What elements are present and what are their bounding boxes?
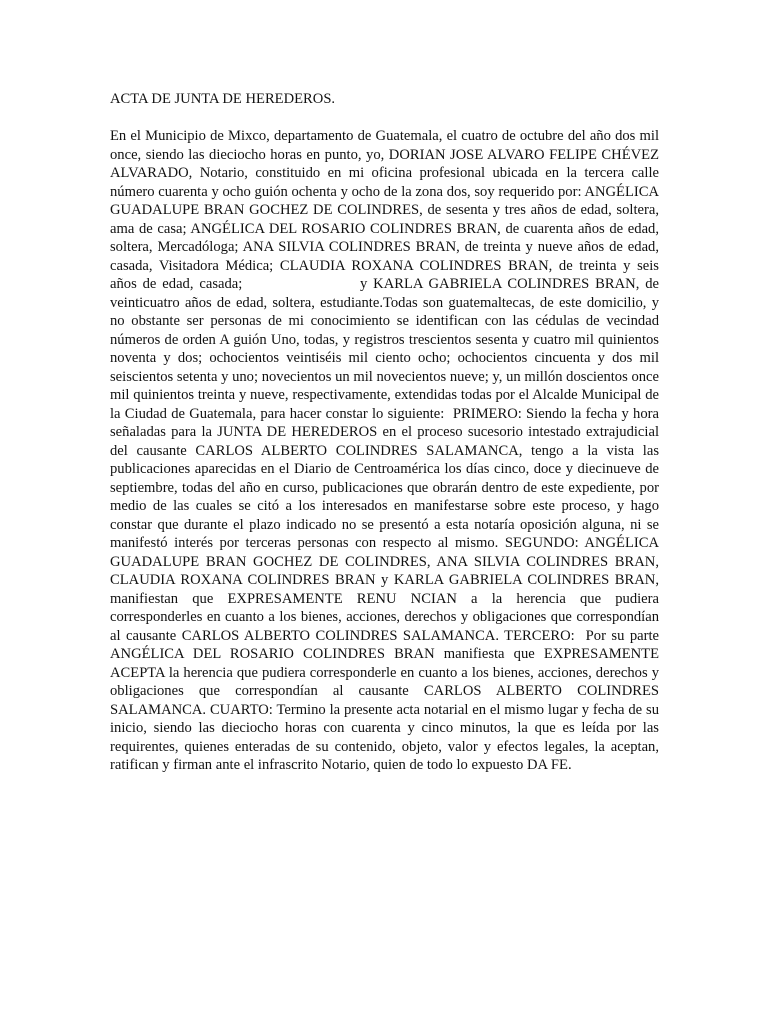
document-content	[110, 90, 663, 775]
document-body: En el Municipio de Mixco, departamento de Guatemala, el cuatro de octubre del año dos mil once, siendo las dieciocho horas en punto, yo, DORIAN JOSE ALVARO FELIPE CHÉVEZ ALVARADO, Notario, constituido en mi oficina profesional ubicada en la tercera calle número cuarenta y ocho guión ochenta y ocho de la zona dos, soy requerido por: ANGÉLICA GUADALUPE BRAN GOCHEZ DE COLINDRES, de sesenta y tres años de edad, soltera, ama de casa; ANGÉLICA DEL ROSARIO COLINDRES BRAN, de cuarenta años de edad, soltera, Mercadóloga; ANA SILVIA COLINDRES BRAN, de treinta y nueve años de edad, casada, Visitadora Médica; CLAUDIA ROXANA COLINDRES BRAN, de treinta y seis años de edad, casada; y KARLA GABRIELA COLINDRES BRAN, de veinticuatro años de edad, soltera, estudiante.Todas son guatemaltecas, de este domicilio, y no obstante ser personas de mi conocimiento se identifican con las cédulas de vecindad números de orden A guión Uno, todas, y registros trescientos sesenta y cuatro mil quinientos noventa y dos; ochocientos veintiséis mil ciento ocho; ochocientos cincuenta y dos mil seiscientos setenta y uno; novecientos un mil novecientos nueve; y, un millón doscientos once mil quinientos treinta y nueve, respectivamente, extendidas todas por el Alcalde Municipal de la Ciudad de Guatemala, para hacer constar lo siguiente: PRIMERO: Siendo la fecha y hora señaladas para la JUNTA DE HEREDEROS en el proceso sucesorio intestado extrajudicial del causante CARLOS ALBERTO COLINDRES SALAMANCA, tengo a la vista las publicaciones aparecidas en el Diario de Centroamérica los días cinco, doce y diecinueve de septiembre, todas del año en curso, publicaciones que obrarán dentro de este expediente, por medio de las cuales se citó a los interesados en manifestarse sobre este proceso, y hago constar que durante el plazo indicado no se presentó a esta notaría oposición alguna, ni se manifestó interés por terceras personas con respecto al mismo. SEGUNDO: ANGÉLICA GUADALUPE BRAN GOCHEZ DE COLINDRES, ANA SILVIA COLINDRES BRAN, CLAUDIA ROXANA COLINDRES BRAN y KARLA GABRIELA COLINDRES BRAN, manifiestan que EXPRESAMENTE RENU NCIAN a la herencia que pudiera corresponderles en cuanto a los bienes, acciones, derechos y obligaciones que correspondían al causante CARLOS ALBERTO COLINDRES SALAMANCA. TERCERO: Por su parte ANGÉLICA DEL ROSARIO COLINDRES BRAN manifiesta que EXPRESAMENTE ACEPTA la herencia que pudiera corresponderle en cuanto a los bienes, acciones, derechos y obligaciones que correspondían al causante CARLOS ALBERTO COLINDRES SALAMANCA. CUARTO: Termino la presente acta notarial en el mismo lugar y fecha de su inicio, siendo las dieciocho horas con cuarenta y cinco minutos, la que es leída por las requirentes, quienes enteradas de su contenido, objeto, valor y efectos legales, la aceptan, ratifican y firman ante el infrascrito Notario, quien de todo lo expuesto DA FE.	[110, 128, 663, 773]
document-title: ACTA DE JUNTA DE HEREDEROS.	[110, 91, 336, 107]
